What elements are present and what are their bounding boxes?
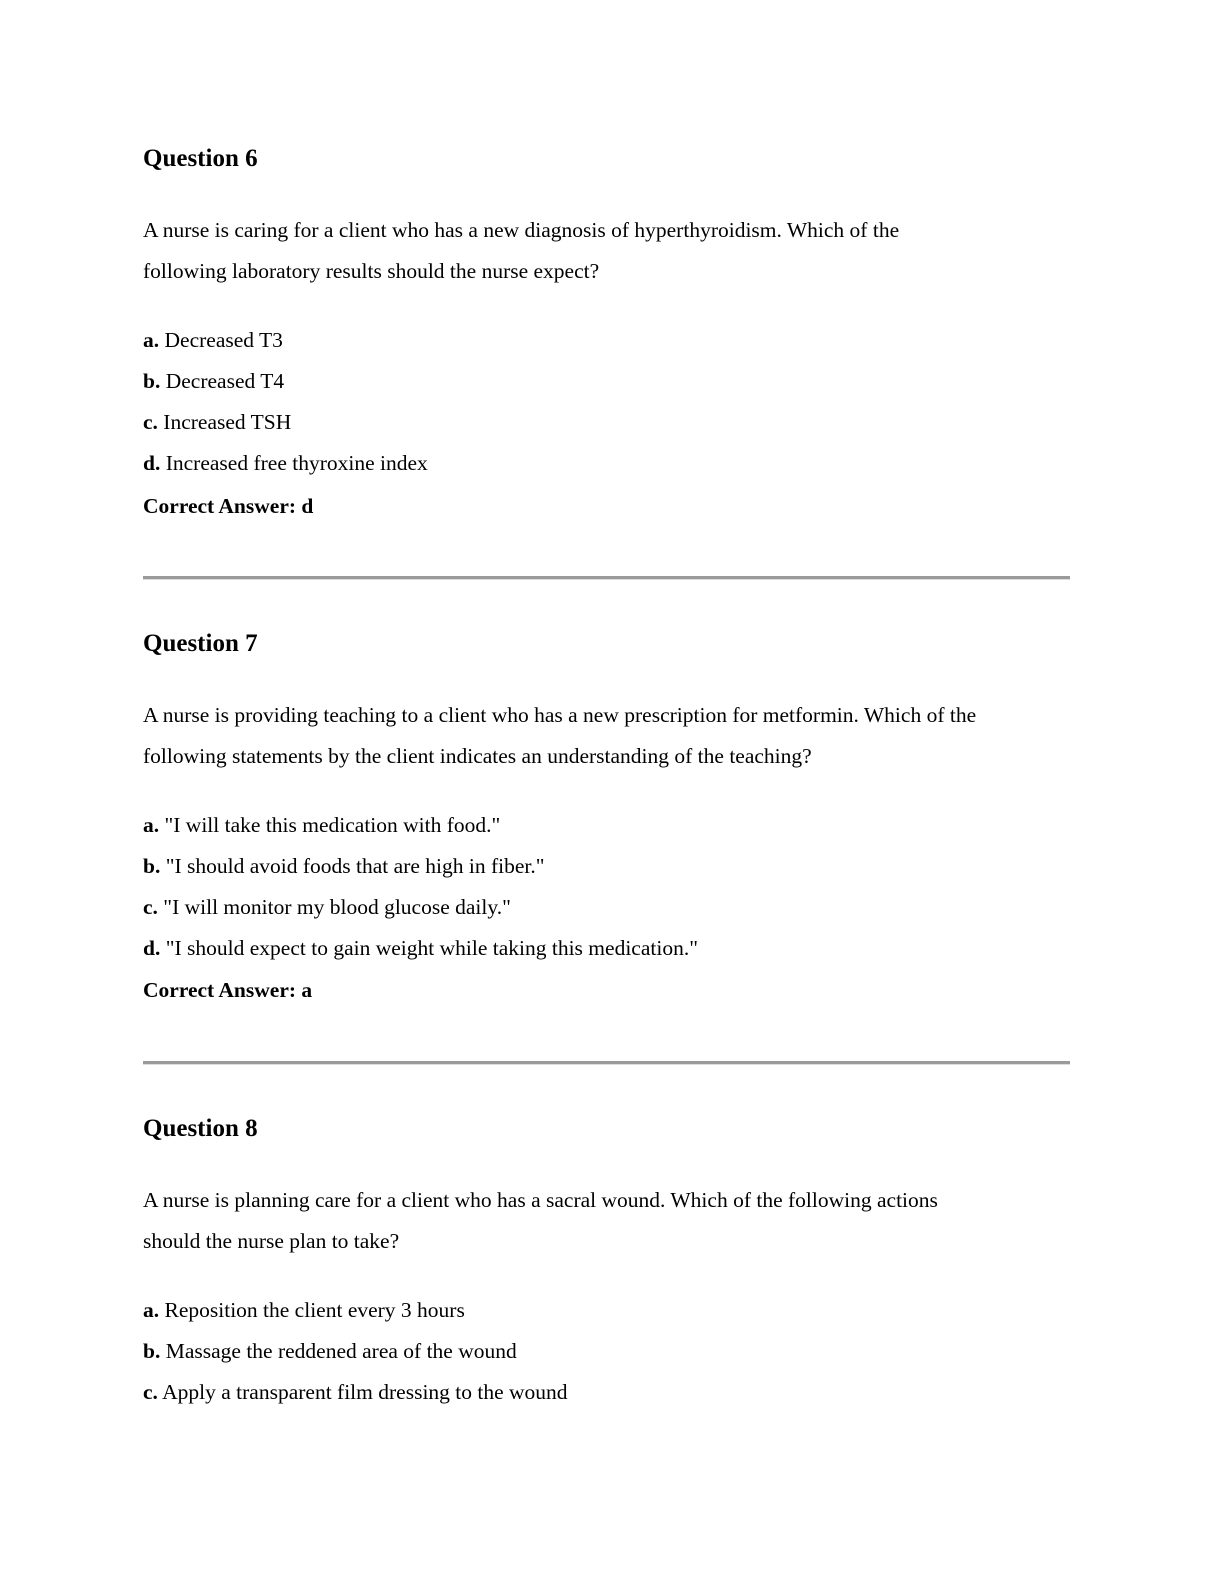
option-text: "I should expect to gain weight while taking this medication."	[165, 936, 698, 960]
option-d	[143, 935, 698, 961]
option-d	[143, 450, 428, 476]
option-letter: a.	[143, 1298, 160, 1322]
option-a	[143, 1297, 465, 1323]
option-letter: b.	[143, 854, 161, 878]
option-text: "I should avoid foods that are high in fiber."	[165, 854, 545, 878]
option-letter: d.	[143, 451, 161, 475]
question-stem-line: should the nurse plan to take?	[143, 1229, 400, 1253]
option-letter: b.	[143, 1339, 161, 1363]
option-text: Increased TSH	[163, 410, 292, 434]
option-letter: a.	[143, 328, 160, 352]
option-letter: d.	[143, 936, 161, 960]
divider	[143, 576, 1070, 580]
correct-answer: Correct Answer: d	[143, 494, 314, 518]
option-text: "I will take this medication with food."	[164, 813, 501, 837]
option-text: Reposition the client every 3 hours	[164, 1298, 465, 1322]
option-letter: c.	[143, 410, 158, 434]
option-text: "I will monitor my blood glucose daily."	[163, 895, 511, 919]
option-letter: c.	[143, 895, 158, 919]
question-title: Question 7	[143, 630, 258, 657]
option-text: Decreased T3	[164, 328, 283, 352]
question-stem	[143, 210, 1071, 292]
option-text: Decreased T4	[165, 369, 285, 393]
option-a	[143, 812, 500, 838]
correct-answer: Correct Answer: a	[143, 978, 313, 1002]
divider	[143, 1061, 1070, 1065]
option-c	[143, 894, 511, 920]
option-b	[143, 853, 545, 879]
option-text: Massage the reddened area of the wound	[165, 1339, 517, 1363]
option-a	[143, 327, 283, 353]
option-letter: c.	[143, 1380, 158, 1404]
option-b	[143, 1338, 517, 1364]
question-stem-line: following laboratory results should the nurse expect?	[143, 259, 600, 283]
question-stem	[143, 695, 1071, 777]
question-title: Question 8	[143, 1115, 258, 1142]
option-c	[143, 409, 291, 435]
option-text: Apply a transparent film dressing to the wound	[162, 1380, 568, 1404]
question-stem-line: following statements by the client indicates an understanding of the teaching?	[143, 744, 812, 768]
question-stem	[143, 1180, 1071, 1262]
option-letter: b.	[143, 369, 161, 393]
question-stem-line: A nurse is planning care for a client who has a sacral wound. Which of the following actions	[143, 1188, 938, 1212]
option-text: Increased free thyroxine index	[165, 451, 428, 475]
question-stem-line: A nurse is caring for a client who has a new diagnosis of hyperthyroidism. Which of the	[143, 218, 900, 242]
question-title: Question 6	[143, 145, 258, 172]
option-b	[143, 368, 284, 394]
question-stem-line: A nurse is providing teaching to a client who has a new prescription for metformin. Which of the	[143, 703, 977, 727]
option-c	[143, 1379, 568, 1405]
option-letter: a.	[143, 813, 160, 837]
